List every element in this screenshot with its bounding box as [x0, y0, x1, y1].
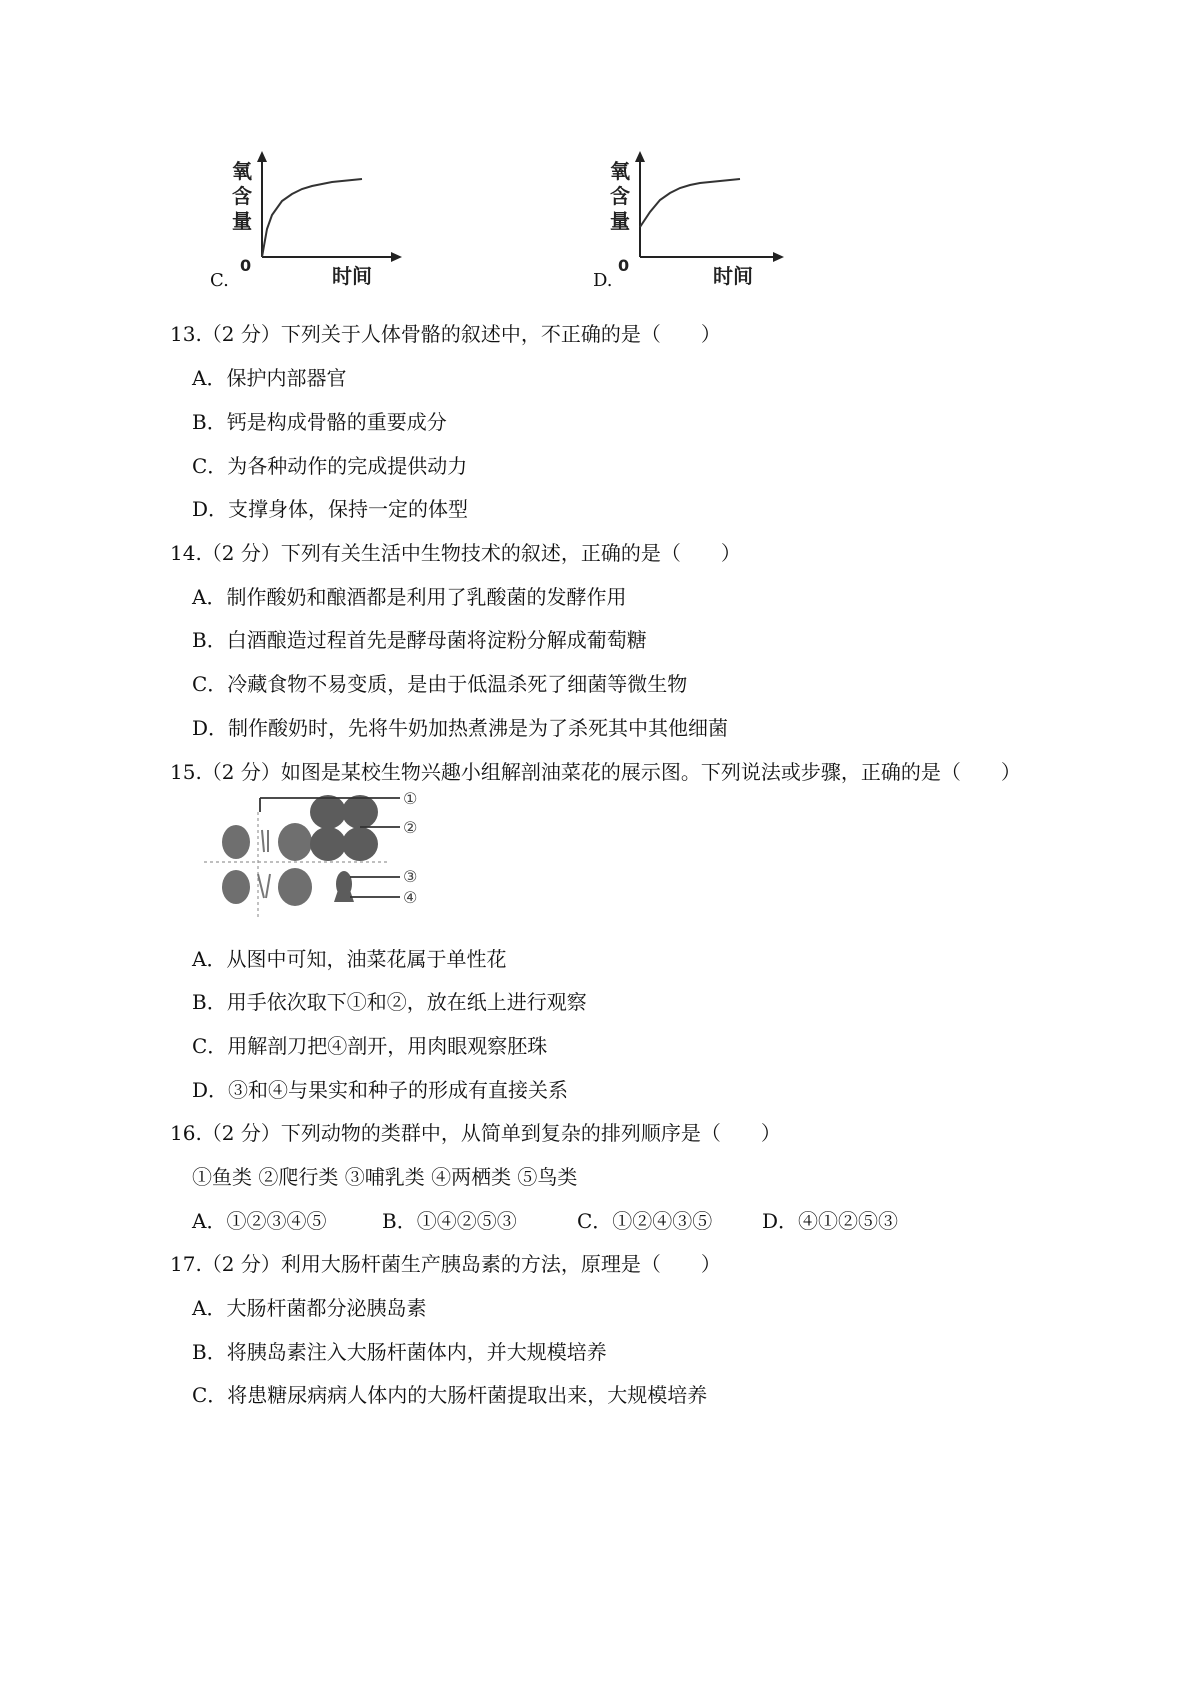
- q16-option-b[interactable]: B．①④②⑤③: [382, 1209, 517, 1233]
- chart-d-origin-label: 0: [618, 256, 630, 275]
- flower-dissection-figure: [200, 790, 440, 925]
- q17-option-c[interactable]: C．将患糖尿病病人体内的大肠杆菌提取出来，大规模培养: [192, 1383, 708, 1407]
- chart-c-xlabel: 时间: [332, 264, 372, 288]
- q14-option-a[interactable]: A．制作酸奶和酿酒都是利用了乳酸菌的发酵作用: [192, 585, 627, 609]
- chart-d-ylabel-1: 氧: [610, 159, 630, 183]
- chart-d-plot: [573, 145, 813, 305]
- q15-option-c[interactable]: C．用解剖刀把④剖开，用肉眼观察胚珠: [192, 1034, 548, 1058]
- q13-option-d[interactable]: D．支撑身体，保持一定的体型: [192, 497, 469, 521]
- figure-label-2: ②: [403, 818, 418, 837]
- question-17-stem: 17.（2 分）利用大肠杆菌生产胰岛素的方法，原理是（ ）: [170, 1252, 721, 1276]
- chart-c-option-label: C.: [210, 270, 229, 291]
- q16-option-a[interactable]: A．①②③④⑤: [192, 1209, 327, 1233]
- chart-d-curve: [640, 179, 740, 227]
- chart-c-curve: [262, 179, 362, 257]
- chart-c-ylabel-2: 含: [232, 184, 252, 208]
- figure-label-4: ④: [403, 888, 418, 907]
- q17-option-a[interactable]: A．大肠杆菌都分泌胰岛素: [192, 1296, 427, 1320]
- q13-option-a[interactable]: A．保护内部器官: [192, 366, 347, 390]
- petal-cross: [310, 795, 378, 861]
- chart-c-x-arrow: [391, 252, 402, 262]
- q13-option-b[interactable]: B．钙是构成骨骼的重要成分: [192, 410, 447, 434]
- q15-option-b[interactable]: B．用手依次取下①和②，放在纸上进行观察: [192, 990, 587, 1014]
- figure-label-1: ①: [403, 790, 418, 808]
- chart-d-ylabel-2: 含: [610, 184, 630, 208]
- q16-option-d[interactable]: D．④①②⑤③: [762, 1209, 899, 1233]
- figure-label-3: ③: [403, 867, 418, 886]
- chart-d-x-arrow: [773, 252, 784, 262]
- q14-option-b[interactable]: B．白酒酿造过程首先是酵母菌将淀粉分解成葡萄糖: [192, 628, 647, 652]
- q14-option-d[interactable]: D．制作酸奶时，先将牛奶加热煮沸是为了杀死其中其他细菌: [192, 716, 729, 740]
- chart-d-ylabel-3: 量: [610, 209, 630, 233]
- q16-option-c[interactable]: C．①②④③⑤: [577, 1209, 713, 1233]
- chart-d-xlabel: 时间: [713, 264, 753, 288]
- chart-d: [573, 145, 813, 305]
- chart-c-ylabel-3: 量: [232, 209, 252, 233]
- q13-option-c[interactable]: C．为各种动作的完成提供动力: [192, 454, 468, 478]
- question-14-stem: 14.（2 分）下列有关生活中生物技术的叙述，正确的是（ ）: [170, 541, 741, 565]
- chart-d-option-label: D.: [593, 270, 613, 291]
- chart-c-y-arrow: [257, 151, 267, 162]
- question-15-stem: 15.（2 分）如图是某校生物兴趣小组解剖油菜花的展示图。下列说法或步骤，正确的是（ ）: [170, 760, 1021, 784]
- chart-c-plot: [190, 145, 430, 305]
- q15-option-a[interactable]: A．从图中可知，油菜花属于单性花: [192, 947, 507, 971]
- q15-option-d[interactable]: D．③和④与果实和种子的形成有直接关系: [192, 1078, 569, 1102]
- chart-c: [190, 145, 430, 305]
- chart-d-y-arrow: [635, 151, 645, 162]
- q14-option-c[interactable]: C．冷藏食物不易变质，是由于低温杀死了细菌等微生物: [192, 672, 688, 696]
- stamen-marks: [258, 830, 270, 898]
- chart-c-ylabel-1: 氧: [232, 159, 252, 183]
- chart-c-origin-label: 0: [240, 256, 252, 275]
- question-16-stem: 16.（2 分）下列动物的类群中，从简单到复杂的排列顺序是（ ）: [170, 1121, 781, 1145]
- question-13-stem: 13.（2 分）下列关于人体骨骼的叙述中，不正确的是（ ）: [170, 322, 721, 346]
- q17-option-b[interactable]: B．将胰岛素注入大肠杆菌体内，并大规模培养: [192, 1340, 607, 1364]
- q16-list: ①鱼类 ②爬行类 ③哺乳类 ④两栖类 ⑤鸟类: [192, 1165, 578, 1189]
